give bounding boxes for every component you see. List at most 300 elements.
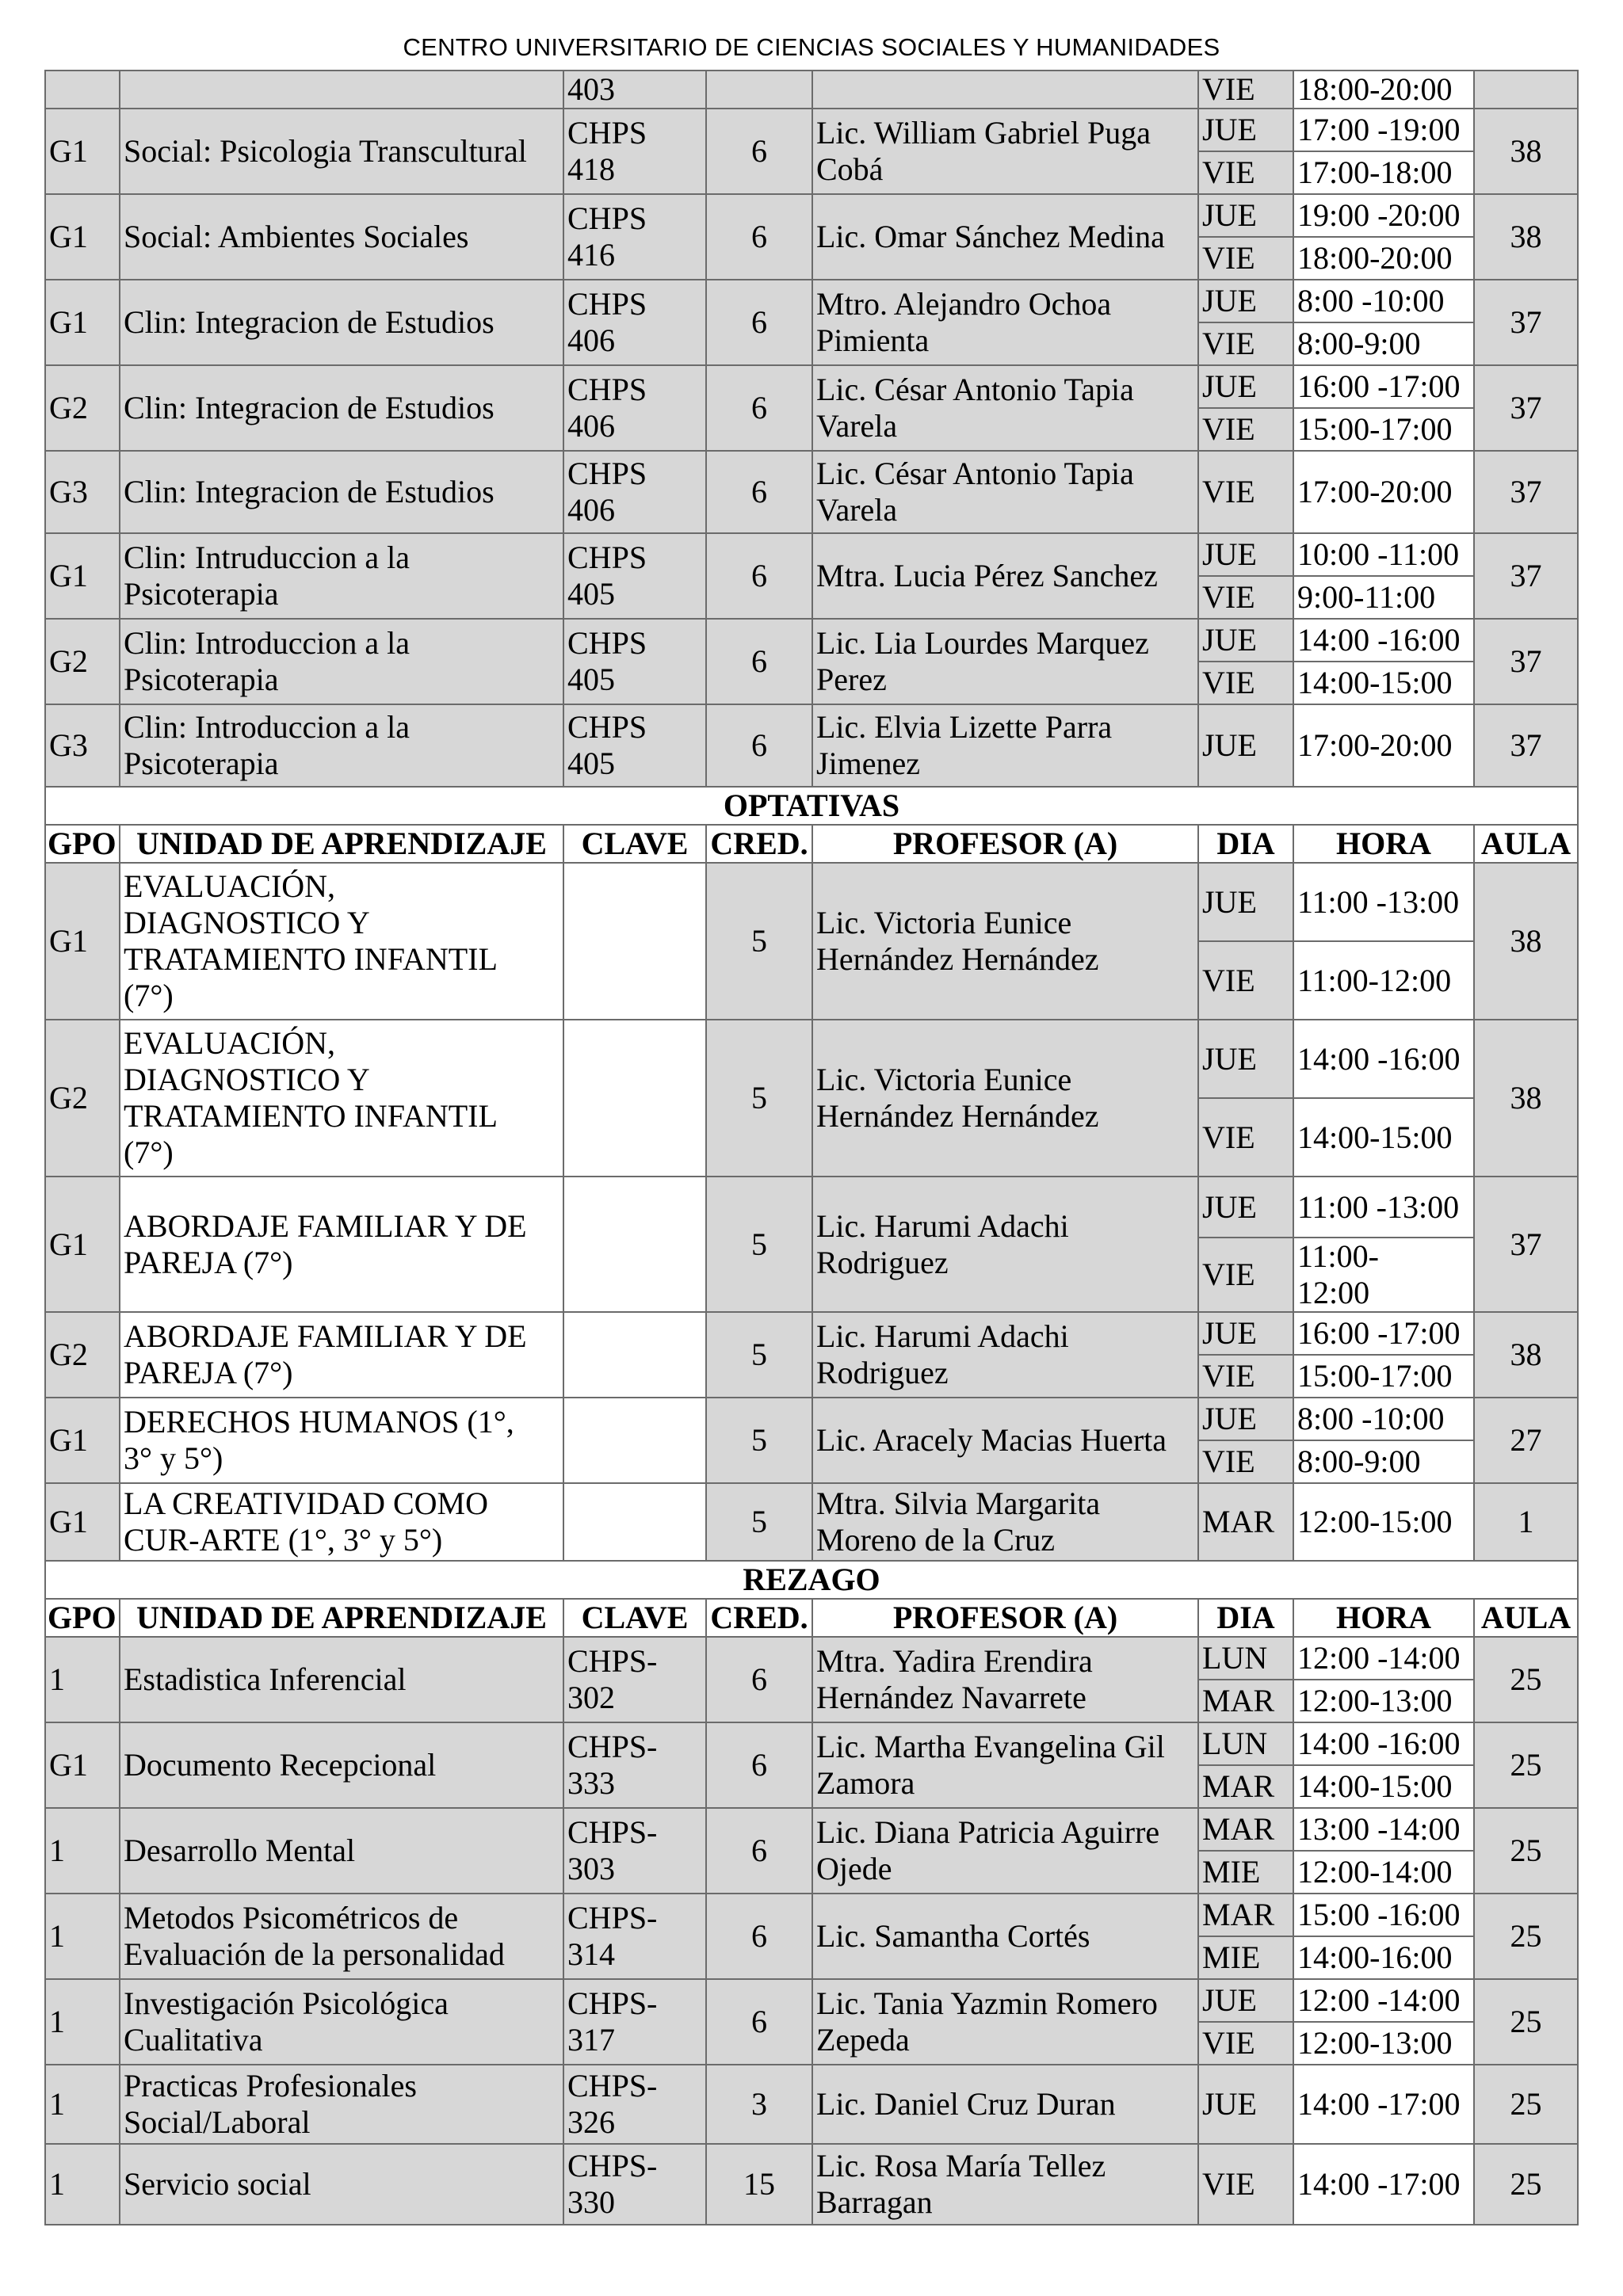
day-cell: JUE — [1198, 619, 1293, 662]
column-header: CRED. — [706, 825, 812, 863]
course-cell-line: Evaluación de la personalidad — [124, 1936, 505, 1972]
professor-cell-line: Mtro. Alejandro Ochoa — [816, 286, 1112, 322]
group-cell: G2 — [45, 1020, 120, 1177]
day-cell: VIE — [1198, 2144, 1293, 2225]
code-cell — [563, 451, 706, 533]
professor-cell-line: Cobá — [816, 151, 884, 187]
day-cell: VIE — [1198, 576, 1293, 619]
professor-cell — [812, 451, 1198, 533]
room-cell: 37 — [1474, 704, 1578, 787]
course-cell-line: TRATAMIENTO INFANTIL — [124, 1098, 498, 1134]
table-row — [45, 1483, 1578, 1561]
professor-cell-line: Lic. Harumi Adachi — [816, 1207, 1069, 1244]
professor-cell — [812, 1894, 1198, 1979]
time-cell: 15:00-17:00 — [1293, 1355, 1474, 1398]
day-cell: VIE — [1198, 322, 1293, 365]
group-cell: G1 — [45, 194, 120, 280]
professor-cell-line: Lic. Tania Yazmin Romero — [816, 1985, 1158, 2021]
time-cell: 16:00 -17:00 — [1293, 365, 1474, 408]
room-cell: 37 — [1474, 451, 1578, 533]
group-cell: 1 — [45, 2065, 120, 2144]
time-cell: 9:00-11:00 — [1293, 576, 1474, 619]
credits-cell: 6 — [706, 1808, 812, 1894]
table-row — [45, 1312, 1578, 1355]
column-header: AULA — [1474, 1599, 1578, 1637]
column-header-row — [45, 825, 1578, 863]
room-cell: 37 — [1474, 365, 1578, 451]
professor-cell-line: Lic. César Antonio Tapia — [816, 372, 1134, 407]
day-cell: JUE — [1198, 1979, 1293, 2022]
day-cell: LUN — [1198, 1637, 1293, 1680]
professor-cell-line: Lic. William Gabriel Puga — [816, 115, 1151, 151]
column-header: UNIDAD DE APRENDIZAJE — [120, 1599, 563, 1637]
time-cell: 17:00-20:00 — [1293, 451, 1474, 533]
table-row — [45, 533, 1578, 576]
code-cell — [563, 704, 706, 787]
course-cell-line: Documento Recepcional — [124, 1747, 437, 1783]
room-cell: 37 — [1474, 280, 1578, 365]
course-cell-line: Clin: Intruduccion a la — [124, 540, 411, 575]
room-cell: 25 — [1474, 1979, 1578, 2065]
section-title: REZAGO — [45, 1561, 1578, 1599]
professor-cell — [812, 365, 1198, 451]
course-cell-line: DERECHOS HUMANOS (1°, — [124, 1404, 514, 1440]
time-cell: 19:00 -20:00 — [1293, 194, 1474, 237]
credits-cell: 5 — [706, 1398, 812, 1483]
schedule-table — [44, 70, 1579, 2225]
time-cell: 14:00 -16:00 — [1293, 1020, 1474, 1098]
code-cell — [563, 619, 706, 704]
code-cell-line: 317 — [567, 2022, 615, 2058]
credits-cell — [706, 71, 812, 109]
group-cell: G1 — [45, 863, 120, 1020]
professor-cell — [812, 280, 1198, 365]
code-cell — [563, 280, 706, 365]
professor-cell-line: Lic. César Antonio Tapia — [816, 456, 1134, 491]
day-cell: MAR — [1198, 1808, 1293, 1851]
day-cell: VIE — [1198, 451, 1293, 533]
professor-cell-line: Zepeda — [816, 2022, 910, 2058]
section-title: OPTATIVAS — [45, 787, 1578, 825]
time-cell: 12:00 -14:00 — [1293, 1637, 1474, 1680]
group-cell — [45, 71, 120, 109]
code-cell — [563, 1177, 706, 1312]
code-cell — [563, 1894, 706, 1979]
code-cell-line: 405 — [567, 576, 615, 612]
course-cell — [120, 1894, 563, 1979]
professor-cell-line: Lic. Victoria Eunice — [816, 1062, 1072, 1097]
code-cell-line: CHPS — [567, 115, 647, 151]
course-cell — [120, 1398, 563, 1483]
course-cell-line: Psicoterapia — [124, 662, 279, 697]
group-cell: 1 — [45, 1637, 120, 1722]
column-header: PROFESOR (A) — [812, 1599, 1198, 1637]
professor-cell-line: Lic. Lia Lourdes Marquez — [816, 625, 1149, 661]
professor-cell — [812, 1020, 1198, 1177]
day-cell: VIE — [1198, 71, 1293, 109]
credits-cell: 5 — [706, 1312, 812, 1398]
table-row — [45, 71, 1578, 109]
day-cell: JUE — [1198, 280, 1293, 322]
professor-cell — [812, 1808, 1198, 1894]
group-cell: G1 — [45, 1398, 120, 1483]
day-cell: LUN — [1198, 1722, 1293, 1765]
table-row — [45, 2065, 1578, 2144]
day-cell: JUE — [1198, 2065, 1293, 2144]
credits-cell: 6 — [706, 1979, 812, 2065]
table-row — [45, 365, 1578, 408]
group-cell: 1 — [45, 1808, 120, 1894]
code-cell-line: 314 — [567, 1936, 615, 1972]
time-cell: 11:00 -13:00 — [1293, 1177, 1474, 1238]
table-row — [45, 1177, 1578, 1238]
professor-cell — [812, 194, 1198, 280]
time-cell: 11:00-12:00 — [1293, 941, 1474, 1020]
time-cell: 13:00 -14:00 — [1293, 1808, 1474, 1851]
professor-cell-line: Lic. Harumi Adachi — [816, 1318, 1069, 1354]
course-cell-line: Estadistica Inferencial — [124, 1661, 407, 1697]
time-cell: 16:00 -17:00 — [1293, 1312, 1474, 1355]
group-cell: G1 — [45, 1483, 120, 1561]
code-cell-line: CHPS- — [567, 1643, 658, 1679]
professor-cell — [812, 704, 1198, 787]
day-cell: JUE — [1198, 109, 1293, 151]
course-cell — [120, 1483, 563, 1561]
code-cell-line: CHPS — [567, 709, 647, 745]
group-cell: G2 — [45, 1312, 120, 1398]
table-row — [45, 1979, 1578, 2022]
group-cell: 1 — [45, 1894, 120, 1979]
table-row — [45, 1020, 1578, 1098]
day-cell: MAR — [1198, 1765, 1293, 1808]
time-cell: 14:00 -17:00 — [1293, 2065, 1474, 2144]
code-cell — [563, 1979, 706, 2065]
professor-cell-line: Zamora — [816, 1765, 915, 1801]
column-header: GPO — [45, 1599, 120, 1637]
room-cell — [1474, 71, 1578, 109]
code-cell-line: 416 — [567, 237, 615, 273]
room-cell: 38 — [1474, 1020, 1578, 1177]
table-row — [45, 194, 1578, 237]
time-cell: 12:00-15:00 — [1293, 1483, 1474, 1561]
course-cell-line: Psicoterapia — [124, 746, 279, 781]
time-cell: 11:00- 12:00 — [1293, 1238, 1474, 1312]
credits-cell: 5 — [706, 1483, 812, 1561]
professor-cell-line: Perez — [816, 662, 887, 697]
room-cell: 25 — [1474, 1722, 1578, 1808]
column-header: HORA — [1293, 1599, 1474, 1637]
course-cell — [120, 1637, 563, 1722]
professor-cell-line: Lic. Omar Sánchez Medina — [816, 219, 1165, 254]
code-cell-line: 418 — [567, 151, 615, 187]
course-cell-line: Practicas Profesionales — [124, 2068, 417, 2103]
code-cell-line: CHPS- — [567, 2148, 658, 2183]
course-cell — [120, 280, 563, 365]
professor-cell — [812, 863, 1198, 1020]
day-cell: JUE — [1198, 194, 1293, 237]
credits-cell: 3 — [706, 2065, 812, 2144]
professor-cell — [812, 1722, 1198, 1808]
code-cell — [563, 1020, 706, 1177]
credits-cell: 5 — [706, 1020, 812, 1177]
course-cell-line: CUR-ARTE (1°, 3° y 5°) — [124, 1522, 443, 1558]
code-cell — [563, 194, 706, 280]
day-cell: JUE — [1198, 533, 1293, 576]
professor-cell-line: Lic. Daniel Cruz Duran — [816, 2086, 1116, 2122]
professor-cell — [812, 2065, 1198, 2144]
page-header: CENTRO UNIVERSITARIO DE CIENCIAS SOCIALES Y HUMANIDADES — [403, 33, 1220, 61]
professor-cell — [812, 109, 1198, 194]
code-cell — [563, 2144, 706, 2225]
time-cell: 18:00-20:00 — [1293, 71, 1474, 109]
professor-cell-line: Varela — [816, 408, 898, 444]
professor-cell-line: Mtra. Lucia Pérez Sanchez — [816, 558, 1158, 593]
credits-cell: 6 — [706, 365, 812, 451]
code-cell-line: CHPS — [567, 540, 647, 575]
group-cell: G1 — [45, 1722, 120, 1808]
room-cell: 1 — [1474, 1483, 1578, 1561]
course-cell — [120, 2065, 563, 2144]
professor-cell — [812, 1312, 1198, 1398]
course-cell — [120, 451, 563, 533]
course-cell — [120, 1020, 563, 1177]
day-cell: VIE — [1198, 1098, 1293, 1177]
course-cell-line: Social: Ambientes Sociales — [124, 219, 469, 254]
credits-cell: 5 — [706, 863, 812, 1020]
code-cell-line: 405 — [567, 662, 615, 697]
course-cell-line: Desarrollo Mental — [124, 1833, 356, 1868]
table-row — [45, 1722, 1578, 1765]
time-cell: 18:00-20:00 — [1293, 237, 1474, 280]
course-cell-line: Metodos Psicométricos de — [124, 1900, 459, 1936]
room-cell: 38 — [1474, 194, 1578, 280]
section-row — [45, 787, 1578, 825]
course-cell-line: PAREJA (7°) — [124, 1244, 293, 1280]
time-cell: 14:00 -17:00 — [1293, 2144, 1474, 2225]
course-cell-line: DIAGNOSTICO Y — [124, 905, 370, 940]
code-cell-line: CHPS- — [567, 2068, 658, 2103]
professor-cell-line: Moreno de la Cruz — [816, 1522, 1056, 1558]
course-cell — [120, 1177, 563, 1312]
code-cell-line: 406 — [567, 492, 615, 528]
day-cell: MIE — [1198, 1936, 1293, 1979]
course-cell — [120, 365, 563, 451]
professor-cell-line: Varela — [816, 492, 898, 528]
code-cell-line: 326 — [567, 2104, 615, 2140]
day-cell: VIE — [1198, 941, 1293, 1020]
group-cell: G1 — [45, 533, 120, 619]
code-cell-line: 302 — [567, 1680, 615, 1715]
room-cell: 38 — [1474, 863, 1578, 1020]
code-cell-line: 406 — [567, 322, 615, 358]
professor-cell-line: Rodriguez — [816, 1355, 949, 1390]
code-cell-line: CHPS — [567, 200, 647, 236]
credits-cell: 15 — [706, 2144, 812, 2225]
code-cell-line: CHPS- — [567, 1814, 658, 1850]
time-cell: 12:00-14:00 — [1293, 1851, 1474, 1894]
credits-cell: 6 — [706, 533, 812, 619]
column-header-row — [45, 1599, 1578, 1637]
course-cell-line: Social/Laboral — [124, 2104, 311, 2140]
course-cell-line: Servicio social — [124, 2166, 311, 2202]
course-cell — [120, 71, 563, 109]
course-cell-line: Psicoterapia — [124, 576, 279, 612]
professor-cell — [812, 1398, 1198, 1483]
course-cell-line: Cualitativa — [124, 2022, 263, 2058]
professor-cell-line: Lic. Diana Patricia Aguirre — [816, 1814, 1160, 1850]
group-cell: G1 — [45, 280, 120, 365]
course-cell-line: 3° y 5°) — [124, 1440, 223, 1476]
course-cell-line: EVALUACIÓN, — [124, 868, 336, 904]
course-cell — [120, 194, 563, 280]
day-cell: VIE — [1198, 1238, 1293, 1312]
time-cell: 17:00-20:00 — [1293, 704, 1474, 787]
professor-cell-line: Lic. Aracely Macias Huerta — [816, 1422, 1167, 1458]
professor-cell-line: Barragan — [816, 2184, 933, 2220]
code-cell — [563, 1483, 706, 1561]
table-row — [45, 109, 1578, 151]
code-cell — [563, 109, 706, 194]
course-cell-line: EVALUACIÓN, — [124, 1025, 336, 1061]
room-cell: 25 — [1474, 2065, 1578, 2144]
code-cell-line: CHPS — [567, 625, 647, 661]
column-header: DIA — [1198, 825, 1293, 863]
course-cell — [120, 2144, 563, 2225]
day-cell: MAR — [1198, 1483, 1293, 1561]
course-cell — [120, 704, 563, 787]
code-cell — [563, 2065, 706, 2144]
code-cell — [563, 1722, 706, 1808]
room-cell: 25 — [1474, 2144, 1578, 2225]
time-cell: 12:00 -14:00 — [1293, 1979, 1474, 2022]
group-cell: G3 — [45, 704, 120, 787]
section-row — [45, 1561, 1578, 1599]
code-cell-line: 303 — [567, 1851, 615, 1886]
course-cell-line: Clin: Integracion de Estudios — [124, 474, 495, 509]
course-cell-line: Investigación Psicológica — [124, 1985, 449, 2021]
course-cell-line: ABORDAJE FAMILIAR Y DE — [124, 1318, 527, 1354]
course-cell-line: (7°) — [124, 978, 174, 1013]
professor-cell-line: Hernández Navarrete — [816, 1680, 1086, 1715]
day-cell: VIE — [1198, 408, 1293, 451]
professor-cell-line: Mtra. Yadira Erendira — [816, 1643, 1093, 1679]
time-cell: 14:00-15:00 — [1293, 1098, 1474, 1177]
code-cell — [563, 1808, 706, 1894]
professor-cell-line: Hernández Hernández — [816, 941, 1099, 977]
course-cell — [120, 1979, 563, 2065]
day-cell: VIE — [1198, 662, 1293, 704]
professor-cell-line: Lic. Elvia Lizette Parra — [816, 709, 1113, 745]
course-cell-line: Clin: Introduccion a la — [124, 709, 411, 745]
column-header: CLAVE — [563, 1599, 706, 1637]
time-cell: 10:00 -11:00 — [1293, 533, 1474, 576]
professor-cell — [812, 1177, 1198, 1312]
time-cell: 12:00-13:00 — [1293, 1680, 1474, 1722]
professor-cell — [812, 1979, 1198, 2065]
professor-cell — [812, 619, 1198, 704]
table-row — [45, 1808, 1578, 1851]
professor-cell-line: Jimenez — [816, 746, 921, 781]
table-row — [45, 1637, 1578, 1680]
day-cell: VIE — [1198, 2022, 1293, 2065]
table-row — [45, 2144, 1578, 2225]
course-cell-line: Clin: Integracion de Estudios — [124, 390, 495, 425]
code-cell-line: 403 — [567, 71, 615, 107]
column-header: DIA — [1198, 1599, 1293, 1637]
professor-cell-line: Lic. Rosa María Tellez — [816, 2148, 1106, 2183]
time-cell: 12:00-13:00 — [1293, 2022, 1474, 2065]
room-cell: 27 — [1474, 1398, 1578, 1483]
credits-cell: 6 — [706, 1722, 812, 1808]
day-cell: MAR — [1198, 1680, 1293, 1722]
group-cell: G1 — [45, 1177, 120, 1312]
code-cell — [563, 1312, 706, 1398]
group-cell: G2 — [45, 365, 120, 451]
credits-cell: 5 — [706, 1177, 812, 1312]
day-cell: JUE — [1198, 1398, 1293, 1440]
code-cell-line: CHPS — [567, 456, 647, 491]
professor-cell-line: Ojede — [816, 1851, 892, 1886]
room-cell: 37 — [1474, 1177, 1578, 1312]
column-header: CLAVE — [563, 825, 706, 863]
code-cell — [563, 71, 706, 109]
course-cell-line: (7°) — [124, 1135, 174, 1170]
room-cell: 37 — [1474, 533, 1578, 619]
table-row — [45, 863, 1578, 941]
credits-cell: 6 — [706, 619, 812, 704]
time-cell: 14:00-15:00 — [1293, 1765, 1474, 1808]
time-cell: 8:00 -10:00 — [1293, 1398, 1474, 1440]
course-cell — [120, 533, 563, 619]
table-row — [45, 704, 1578, 787]
code-cell-line: 405 — [567, 746, 615, 781]
course-cell-line: LA CREATIVIDAD COMO — [124, 1486, 488, 1521]
time-cell: 8:00-9:00 — [1293, 1440, 1474, 1483]
credits-cell: 6 — [706, 451, 812, 533]
credits-cell: 6 — [706, 280, 812, 365]
room-cell: 38 — [1474, 1312, 1578, 1398]
time-cell: 14:00-16:00 — [1293, 1936, 1474, 1979]
credits-cell: 6 — [706, 1894, 812, 1979]
code-cell — [563, 365, 706, 451]
code-cell — [563, 1637, 706, 1722]
course-cell-line: ABORDAJE FAMILIAR Y DE — [124, 1207, 527, 1244]
code-cell-line: CHPS- — [567, 1985, 658, 2021]
room-cell: 37 — [1474, 619, 1578, 704]
course-cell-line: Social: Psicologia Transcultural — [124, 133, 527, 169]
code-cell — [563, 863, 706, 1020]
course-cell-line: DIAGNOSTICO Y — [124, 1062, 370, 1097]
day-cell: MIE — [1198, 1851, 1293, 1894]
room-cell: 25 — [1474, 1637, 1578, 1722]
professor-cell-line: Rodriguez — [816, 1244, 949, 1280]
day-cell: VIE — [1198, 151, 1293, 194]
course-cell — [120, 619, 563, 704]
table-row — [45, 1398, 1578, 1440]
time-cell: 14:00 -16:00 — [1293, 619, 1474, 662]
group-cell: 1 — [45, 1979, 120, 2065]
professor-cell — [812, 2144, 1198, 2225]
day-cell: VIE — [1198, 1440, 1293, 1483]
table-row — [45, 451, 1578, 533]
code-cell-line: CHPS- — [567, 1900, 658, 1936]
professor-cell-line: Mtra. Silvia Margarita — [816, 1486, 1101, 1521]
professor-cell — [812, 533, 1198, 619]
table-row — [45, 1894, 1578, 1936]
time-cell: 8:00-9:00 — [1293, 322, 1474, 365]
course-cell — [120, 863, 563, 1020]
professor-cell — [812, 71, 1198, 109]
